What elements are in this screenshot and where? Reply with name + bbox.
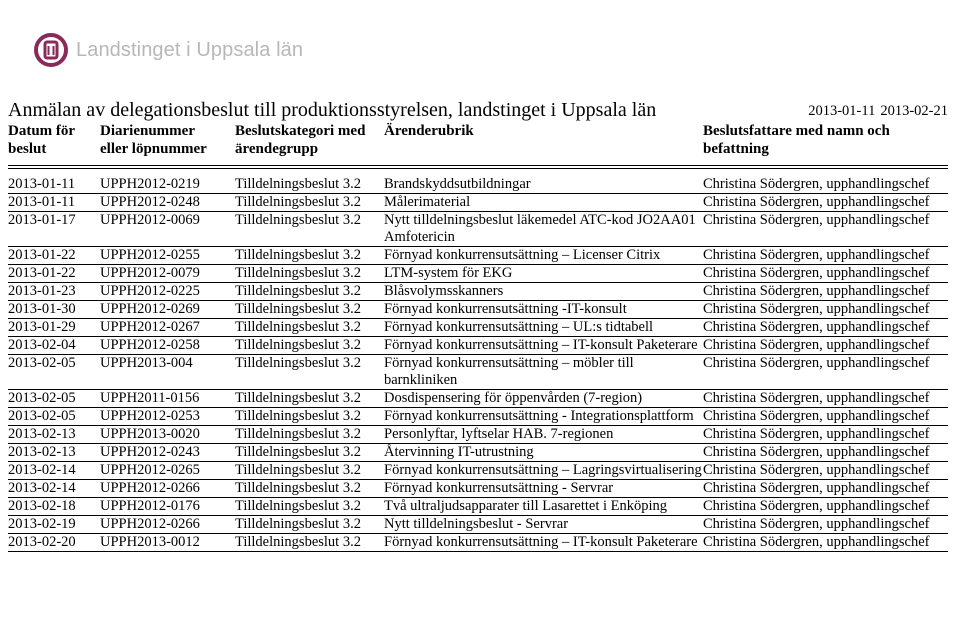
row-date: 2013-01-29 bbox=[8, 319, 76, 335]
table-row bbox=[8, 247, 948, 265]
row-dnr: UPPH2012-0243 bbox=[100, 444, 200, 460]
row-category: Tilldelningsbeslut 3.2 bbox=[235, 176, 361, 192]
row-dnr: UPPH2012-0266 bbox=[100, 516, 200, 532]
table-row bbox=[8, 194, 948, 212]
row-date: 2013-02-05 bbox=[8, 355, 76, 371]
table-row bbox=[8, 498, 948, 516]
table-row bbox=[8, 516, 948, 534]
row-date: 2013-01-23 bbox=[8, 283, 76, 299]
row-decision-maker: Christina Södergren, upphandlingschef bbox=[703, 390, 930, 406]
row-category: Tilldelningsbeslut 3.2 bbox=[235, 247, 361, 263]
table-row bbox=[8, 265, 948, 283]
row-dnr: UPPH2011-0156 bbox=[100, 390, 200, 406]
table-row bbox=[8, 390, 948, 408]
period-end: 2013-02-21 bbox=[880, 103, 948, 119]
row-decision-maker: Christina Södergren, upphandlingschef bbox=[703, 498, 930, 514]
table-row bbox=[8, 462, 948, 480]
row-subject: Förnyad konkurrensutsättning – IT-konsult Paketerare bbox=[384, 534, 698, 550]
row-date: 2013-01-22 bbox=[8, 265, 76, 281]
table-row bbox=[8, 212, 948, 247]
row-decision-maker: Christina Södergren, upphandlingschef bbox=[703, 462, 930, 478]
row-subject: Två ultraljudsapparater till Lasarettet i Enköping bbox=[384, 498, 668, 514]
table-row bbox=[8, 444, 948, 462]
row-category: Tilldelningsbeslut 3.2 bbox=[235, 212, 361, 228]
row-date: 2013-02-13 bbox=[8, 444, 76, 460]
row-subject: Målerimaterial bbox=[384, 194, 471, 210]
row-subject: Nytt tilldelningsbeslut läkemedel ATC-kod JO2AA01 Amfotericin bbox=[384, 212, 696, 245]
row-dnr: UPPH2012-0079 bbox=[100, 265, 200, 281]
table-row bbox=[8, 301, 948, 319]
row-dnr: UPPH2013-0012 bbox=[100, 534, 200, 550]
row-dnr: UPPH2012-0267 bbox=[100, 319, 200, 335]
table-row bbox=[8, 534, 948, 552]
row-date: 2013-01-22 bbox=[8, 247, 76, 263]
row-decision-maker: Christina Södergren, upphandlingschef bbox=[703, 426, 930, 442]
row-dnr: UPPH2012-0225 bbox=[100, 283, 200, 299]
period-start: 2013-01-11 bbox=[808, 103, 876, 119]
column-header-category: Beslutskategori med ärendegrupp bbox=[235, 123, 366, 157]
row-date: 2013-01-11 bbox=[8, 176, 76, 192]
row-decision-maker: Christina Södergren, upphandlingschef bbox=[703, 194, 930, 210]
row-dnr: UPPH2013-004 bbox=[100, 355, 193, 371]
row-date: 2013-02-14 bbox=[8, 462, 76, 478]
row-category: Tilldelningsbeslut 3.2 bbox=[235, 194, 361, 210]
landstinget-logo-icon bbox=[34, 33, 68, 67]
row-category: Tilldelningsbeslut 3.2 bbox=[235, 426, 361, 442]
table-row bbox=[8, 319, 948, 337]
row-date: 2013-01-17 bbox=[8, 212, 76, 228]
table-row bbox=[8, 176, 948, 194]
row-decision-maker: Christina Södergren, upphandlingschef bbox=[703, 319, 930, 335]
row-dnr: UPPH2013-0020 bbox=[100, 426, 200, 442]
row-date: 2013-02-05 bbox=[8, 408, 76, 424]
table-row bbox=[8, 408, 948, 426]
table-row bbox=[8, 283, 948, 301]
row-subject: Dosdispensering för öppenvården (7-region) bbox=[384, 390, 643, 406]
column-header-dnr: Diarienummer eller löpnummer bbox=[100, 123, 207, 157]
row-category: Tilldelningsbeslut 3.2 bbox=[235, 480, 361, 496]
row-category: Tilldelningsbeslut 3.2 bbox=[235, 301, 361, 317]
row-decision-maker: Christina Södergren, upphandlingschef bbox=[703, 355, 930, 371]
row-subject: LTM-system för EKG bbox=[384, 265, 513, 281]
table-row bbox=[8, 480, 948, 498]
row-category: Tilldelningsbeslut 3.2 bbox=[235, 355, 361, 371]
row-subject: Nytt tilldelningsbeslut - Servrar bbox=[384, 516, 569, 532]
header-divider-bottom bbox=[8, 168, 948, 169]
row-subject: Brandskyddsutbildningar bbox=[384, 176, 531, 192]
row-category: Tilldelningsbeslut 3.2 bbox=[235, 283, 361, 299]
row-decision-maker: Christina Södergren, upphandlingschef bbox=[703, 337, 930, 353]
row-date: 2013-02-20 bbox=[8, 534, 76, 550]
row-decision-maker: Christina Södergren, upphandlingschef bbox=[703, 283, 930, 299]
document-heading bbox=[8, 99, 948, 123]
row-category: Tilldelningsbeslut 3.2 bbox=[235, 390, 361, 406]
decisions-table bbox=[8, 176, 948, 552]
row-decision-maker: Christina Södergren, upphandlingschef bbox=[703, 480, 930, 496]
row-dnr: UPPH2012-0248 bbox=[100, 194, 200, 210]
row-subject: Förnyad konkurrensutsättning - Servrar bbox=[384, 480, 614, 496]
row-dnr: UPPH2012-0265 bbox=[100, 462, 200, 478]
row-decision-maker: Christina Södergren, upphandlingschef bbox=[703, 212, 930, 228]
row-decision-maker: Christina Södergren, upphandlingschef bbox=[703, 301, 930, 317]
row-decision-maker: Christina Södergren, upphandlingschef bbox=[703, 176, 930, 192]
row-decision-maker: Christina Södergren, upphandlingschef bbox=[703, 534, 930, 550]
row-date: 2013-01-30 bbox=[8, 301, 76, 317]
row-dnr: UPPH2012-0219 bbox=[100, 176, 200, 192]
row-date: 2013-02-04 bbox=[8, 337, 76, 353]
column-header-date: Datum för beslut bbox=[8, 123, 76, 157]
row-dnr: UPPH2012-0176 bbox=[100, 498, 200, 514]
row-dnr: UPPH2012-0258 bbox=[100, 337, 200, 353]
row-decision-maker: Christina Södergren, upphandlingschef bbox=[703, 516, 930, 532]
row-date: 2013-02-13 bbox=[8, 426, 76, 442]
row-dnr: UPPH2012-0266 bbox=[100, 480, 200, 496]
row-decision-maker: Christina Södergren, upphandlingschef bbox=[703, 265, 930, 281]
row-dnr: UPPH2012-0269 bbox=[100, 301, 200, 317]
table-row bbox=[8, 337, 948, 355]
row-category: Tilldelningsbeslut 3.2 bbox=[235, 337, 361, 353]
row-date: 2013-02-05 bbox=[8, 390, 76, 406]
row-category: Tilldelningsbeslut 3.2 bbox=[235, 444, 361, 460]
row-subject: Förnyad konkurrensutsättning – UL:s tidtabell bbox=[384, 319, 654, 335]
column-header-subject: Ärenderubrik bbox=[384, 123, 474, 139]
row-category: Tilldelningsbeslut 3.2 bbox=[235, 408, 361, 424]
column-header-decision-maker: Beslutsfattare med namn och befattning bbox=[703, 123, 890, 157]
row-subject: Återvinning IT-utrustning bbox=[384, 444, 534, 460]
row-category: Tilldelningsbeslut 3.2 bbox=[235, 462, 361, 478]
row-category: Tilldelningsbeslut 3.2 bbox=[235, 319, 361, 335]
row-subject: Personlyftar, lyftselar HAB. 7-regionen bbox=[384, 426, 614, 442]
table-row bbox=[8, 426, 948, 444]
row-date: 2013-02-19 bbox=[8, 516, 76, 532]
row-decision-maker: Christina Södergren, upphandlingschef bbox=[703, 247, 930, 263]
row-dnr: UPPH2012-0253 bbox=[100, 408, 200, 424]
org-logo bbox=[34, 30, 303, 70]
row-date: 2013-01-11 bbox=[8, 194, 76, 210]
row-subject: Förnyad konkurrensutsättning – Licenser Citrix bbox=[384, 247, 661, 263]
row-subject: Förnyad konkurrensutsättning - Integrationsplattform bbox=[384, 408, 694, 424]
row-subject: Förnyad konkurrensutsättning – IT-konsult Paketerare bbox=[384, 337, 698, 353]
row-date: 2013-02-18 bbox=[8, 498, 76, 514]
document-period bbox=[808, 103, 948, 120]
row-decision-maker: Christina Södergren, upphandlingschef bbox=[703, 444, 930, 460]
row-subject: Förnyad konkurrensutsättning – möbler till barnkliniken bbox=[384, 355, 634, 388]
row-category: Tilldelningsbeslut 3.2 bbox=[235, 534, 361, 550]
row-subject: Blåsvolymsskanners bbox=[384, 283, 504, 299]
row-subject: Förnyad konkurrensutsättning -IT-konsult bbox=[384, 301, 627, 317]
row-category: Tilldelningsbeslut 3.2 bbox=[235, 498, 361, 514]
row-category: Tilldelningsbeslut 3.2 bbox=[235, 516, 361, 532]
row-dnr: UPPH2012-0069 bbox=[100, 212, 200, 228]
header-divider-top bbox=[8, 165, 948, 166]
logo-text: Landstinget i Uppsala län bbox=[76, 38, 304, 61]
row-subject: Förnyad konkurrensutsättning – Lagringsvirtualisering bbox=[384, 462, 702, 478]
row-date: 2013-02-14 bbox=[8, 480, 76, 496]
table-row bbox=[8, 355, 948, 390]
row-dnr: UPPH2012-0255 bbox=[100, 247, 200, 263]
row-category: Tilldelningsbeslut 3.2 bbox=[235, 265, 361, 281]
document-title: Anmälan av delegationsbeslut till produktionsstyrelsen, landstinget i Uppsala län bbox=[8, 99, 657, 121]
row-decision-maker: Christina Södergren, upphandlingschef bbox=[703, 408, 930, 424]
